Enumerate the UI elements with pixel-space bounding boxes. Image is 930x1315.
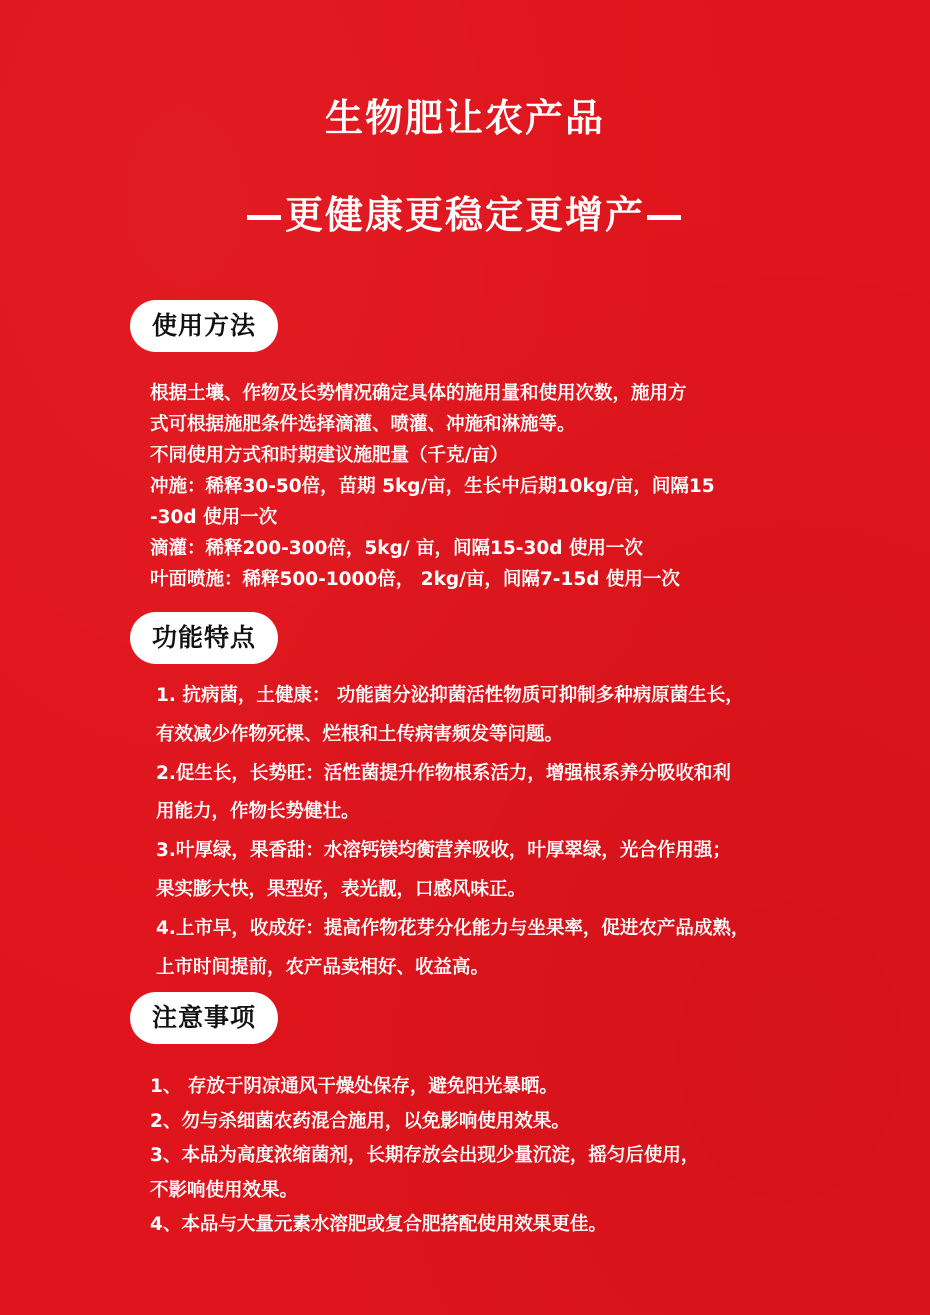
- feature-line: 1. 抗病菌，土健康： 功能菌分泌抑菌活性物质可抑制多种病原菌生长，: [156, 685, 744, 706]
- feature-line: 上市时间提前，农产品卖相好、收益高。: [156, 956, 490, 978]
- note-line: 不影响使用效果。: [150, 1179, 299, 1201]
- usage-line: 式可根据施肥条件选择滴灌、喷灌、冲施和淋施等。: [150, 414, 576, 435]
- note-line: 4、本品与大量元素水溶肥或复合肥搭配使用效果更佳。: [150, 1214, 607, 1236]
- usage-line: 根据土壤、作物及长势情况确定具体的施用量和使用次数，施用方: [150, 383, 687, 404]
- usage-section-heading: 使用方法: [130, 300, 278, 352]
- feature-line: 有效减少作物死棵、烂根和土传病害频发等问题。: [156, 723, 564, 745]
- notes-section-heading: 注意事项: [130, 992, 278, 1044]
- page-subtitle: —更健康更稳定更增产—: [244, 193, 685, 237]
- feature-line: 果实膨大快，果型好，表光靓，口感风味正。: [156, 878, 527, 900]
- feature-line: 2.促生长，长势旺：活性菌提升作物根系活力，增强根系养分吸收和利: [156, 762, 731, 784]
- features-section-heading: 功能特点: [130, 612, 278, 664]
- usage-line: 冲施：稀释30-50倍，苗期 5kg/亩，生长中后期10kg/亩，间隔15: [150, 476, 715, 497]
- usage-line: 叶面喷施：稀释500-1000倍， 2kg/亩，间隔7-15d 使用一次: [150, 569, 680, 590]
- note-line: 1、 存放于阴凉通风干燥处保存，避免阳光暴晒。: [150, 1076, 558, 1097]
- feature-line: 3.叶厚绿，果香甜：水溶钙镁均衡营养吸收，叶厚翠绿，光合作用强；: [156, 840, 731, 862]
- feature-line: 4.上市早，收成好：提高作物花芽分化能力与坐果率，促进农产品成熟，: [156, 917, 750, 939]
- usage-line: 不同使用方式和时期建议施肥量（千克/亩）: [150, 445, 509, 466]
- usage-line: 滴灌：稀释200-300倍，5kg/ 亩，间隔15-30d 使用一次: [150, 538, 643, 559]
- feature-line: 用能力，作物长势健壮。: [156, 801, 360, 823]
- notes-text-block: [150, 1070, 699, 1243]
- note-line: 3、本品为高度浓缩菌剂，长期存放会出现少量沉淀，摇匀后使用，: [150, 1145, 700, 1167]
- page-title: 生物肥让农产品: [324, 96, 605, 140]
- usage-line: -30d 使用一次: [150, 507, 278, 528]
- note-line: 2、勿与杀细菌农药混合施用，以免影响使用效果。: [150, 1110, 570, 1132]
- features-text-block: [156, 677, 749, 987]
- usage-text-block: [150, 378, 715, 595]
